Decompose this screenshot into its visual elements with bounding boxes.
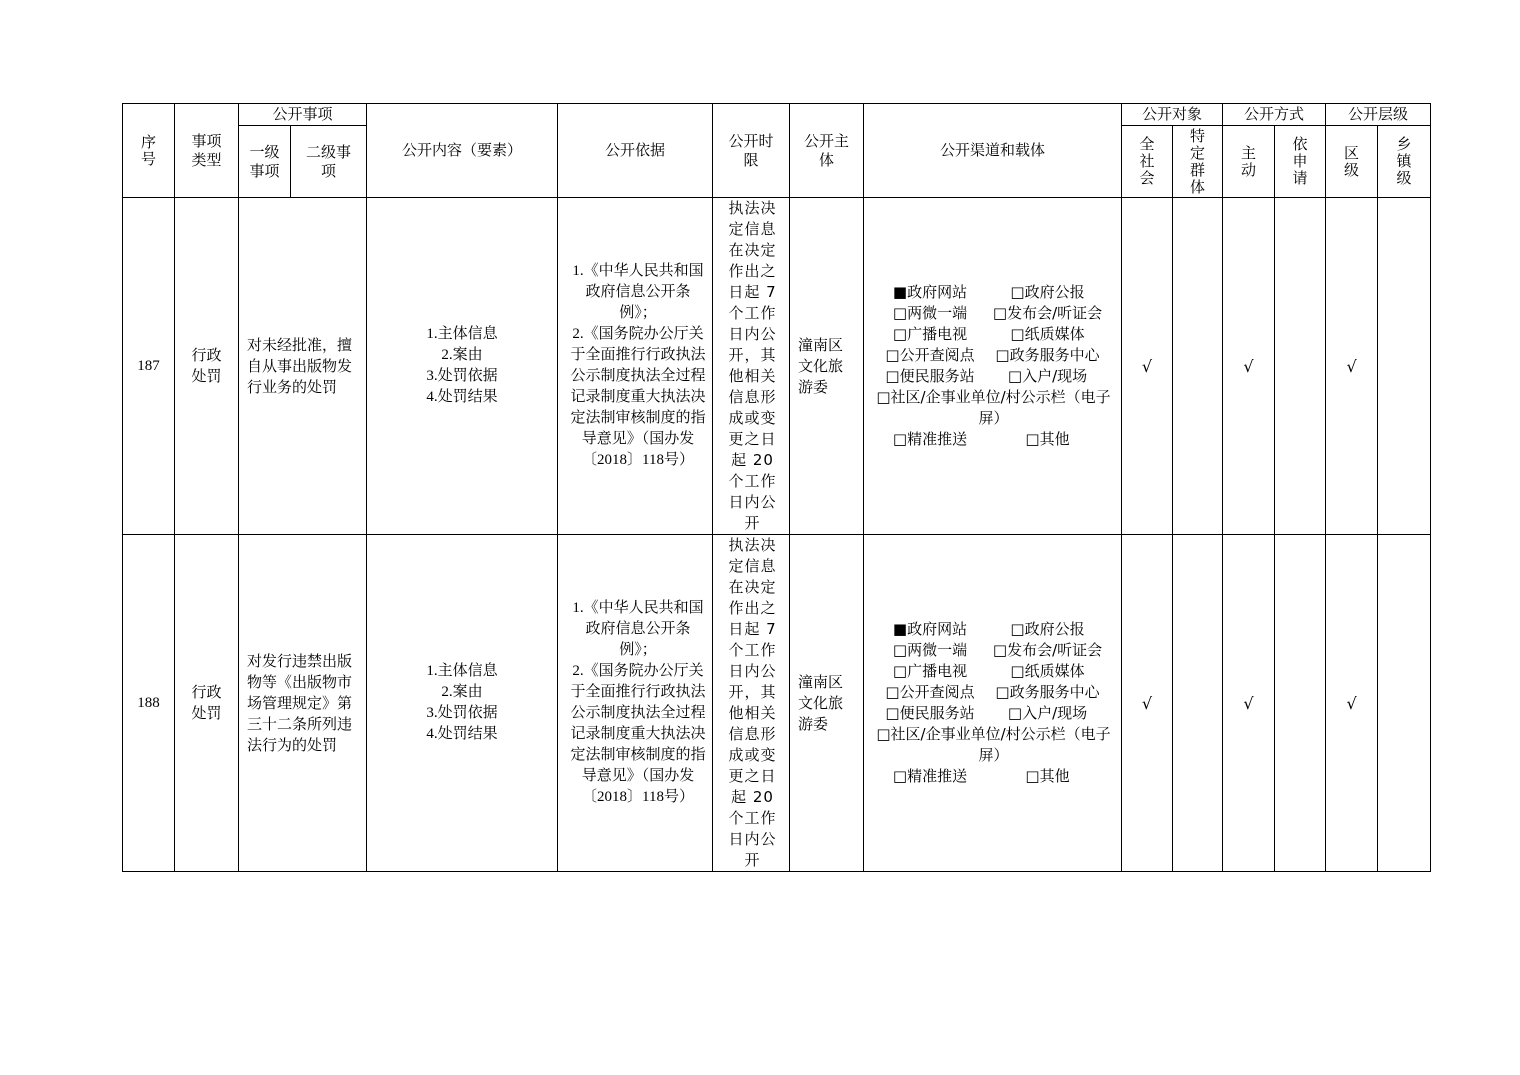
channel-item: □发布会/听证会 [992, 304, 1103, 322]
header-channels: 公开渠道和载体 [864, 104, 1122, 198]
row-target-all: √ [1122, 198, 1173, 535]
row-basis: 1.《中华人民共和国政府信息公开条例》； 2.《国务院办公厅关于全面推行行政执法公示制度执法全过程记录制度重大执法决定法制审核制度的指导意见》（国办发〔2018〕118号） [558, 535, 713, 872]
header-target-specific: 特定群体 [1173, 126, 1223, 198]
header-period: 公开时限 [713, 104, 790, 198]
channel-item: □发布会/听证会 [992, 641, 1103, 659]
channel-item: □广播电视 [892, 662, 968, 680]
row-mode-request [1275, 198, 1326, 535]
header-subject: 公开主体 [790, 104, 864, 198]
channel-item: □政府公报 [1010, 620, 1085, 638]
row-channels [864, 535, 1122, 872]
row-mode-active: √ [1223, 535, 1275, 872]
channel-item: □纸质媒体 [1010, 662, 1085, 680]
header-level-district: 区级 [1326, 126, 1378, 198]
channel-item: □两微一端 [892, 641, 968, 659]
channel-item: ■政府网站 [892, 620, 968, 638]
row-content: 1.主体信息 2.案由 3.处罚依据 4.处罚结果 [367, 198, 558, 535]
channel-item: ■政府网站 [892, 283, 968, 301]
channel-item: □政务服务中心 [995, 346, 1100, 364]
channel-item: □入户/现场 [1007, 704, 1088, 722]
row-type: 行政处罚 [175, 535, 239, 872]
channel-item: □两微一端 [892, 304, 968, 322]
channel-item: □社区/企事业单位/村公示栏（电子屏） [876, 725, 1111, 764]
header-level-group: 公开层级 [1326, 104, 1431, 126]
header-basis: 公开依据 [558, 104, 713, 198]
channel-item: □精准推送 [892, 430, 968, 448]
row-seq: 188 [123, 535, 175, 872]
channel-item: □其他 [1025, 767, 1070, 785]
row-level-town [1378, 198, 1431, 535]
row-target-all: √ [1122, 535, 1173, 872]
header-target-all: 全社会 [1122, 126, 1173, 198]
row-content: 1.主体信息 2.案由 3.处罚依据 4.处罚结果 [367, 535, 558, 872]
channel-item: □政务服务中心 [995, 683, 1100, 701]
row-matter: 对发行违禁出版物等《出版物市场管理规定》第三十二条所列违法行为的处罚 [239, 535, 367, 872]
channel-item: □其他 [1025, 430, 1070, 448]
row-subject: 潼南区文化旅游委 [790, 198, 864, 535]
table-row [123, 535, 1431, 872]
channel-item: □精准推送 [892, 767, 968, 785]
row-level-district: √ [1326, 198, 1378, 535]
row-subject: 潼南区文化旅游委 [790, 535, 864, 872]
header-mode-request: 依申请 [1275, 126, 1326, 198]
row-type: 行政处罚 [175, 198, 239, 535]
row-level-district: √ [1326, 535, 1378, 872]
channel-item: □广播电视 [892, 325, 968, 343]
row-period: 执法决定信息在决定作出之日起 7 个工作日内公开，其他相关信息形成或变更之日起 20 个工作日内公开 [713, 198, 790, 535]
header-content: 公开内容（要素） [367, 104, 558, 198]
table-row [123, 198, 1431, 535]
channel-item: □公开查阅点 [885, 346, 975, 364]
row-channels [864, 198, 1122, 535]
channel-item: □便民服务站 [885, 367, 975, 385]
row-level-town [1378, 535, 1431, 872]
header-target-group: 公开对象 [1122, 104, 1223, 126]
header-mode-group: 公开方式 [1223, 104, 1326, 126]
row-seq: 187 [123, 198, 175, 535]
channel-item: □入户/现场 [1007, 367, 1088, 385]
row-target-specific [1173, 535, 1223, 872]
header-seq: 序号 [123, 104, 175, 198]
row-mode-request [1275, 535, 1326, 872]
header-matter-group: 公开事项 [239, 104, 367, 126]
header-level2: 二级事项 [291, 126, 367, 198]
header-level-town: 乡镇级 [1378, 126, 1431, 198]
channel-item: □政府公报 [1010, 283, 1085, 301]
row-matter: 对未经批准，擅自从事出版物发行业务的处罚 [239, 198, 367, 535]
row-mode-active: √ [1223, 198, 1275, 535]
channel-item: □公开查阅点 [885, 683, 975, 701]
header-level1: 一级事项 [239, 126, 291, 198]
row-period: 执法决定信息在决定作出之日起 7 个工作日内公开，其他相关信息形成或变更之日起 20 个工作日内公开 [713, 535, 790, 872]
disclosure-table [122, 103, 1431, 872]
channel-item: □纸质媒体 [1010, 325, 1085, 343]
header-type: 事项类型 [175, 104, 239, 198]
row-basis: 1.《中华人民共和国政府信息公开条例》； 2.《国务院办公厅关于全面推行行政执法公示制度执法全过程记录制度重大执法决定法制审核制度的指导意见》（国办发〔2018〕118号） [558, 198, 713, 535]
header-mode-active: 主动 [1223, 126, 1275, 198]
row-target-specific [1173, 198, 1223, 535]
channel-item: □社区/企事业单位/村公示栏（电子屏） [876, 388, 1111, 427]
channel-item: □便民服务站 [885, 704, 975, 722]
